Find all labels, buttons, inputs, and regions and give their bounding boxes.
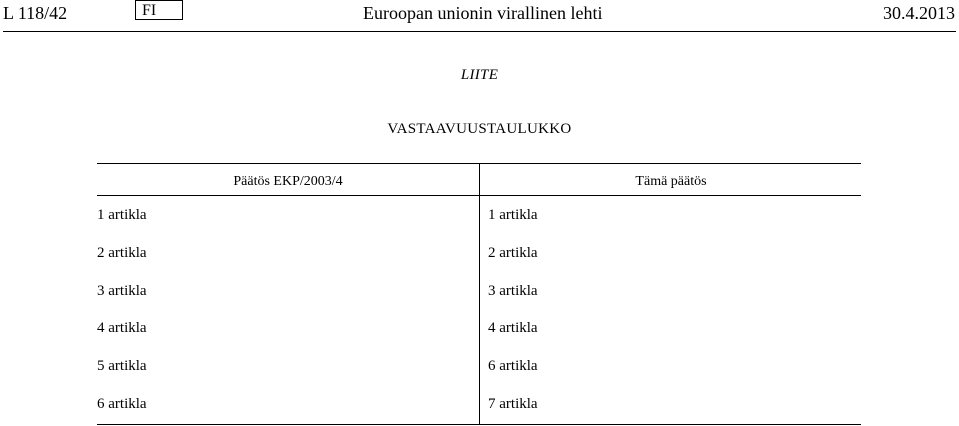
table-cell-new: 7 artikla [488, 395, 538, 412]
page-reference: L 118/42 [3, 3, 68, 23]
table-row [97, 347, 861, 385]
table-cell-new: 3 artikla [488, 282, 538, 299]
table-cell-new: 6 artikla [488, 358, 538, 375]
journal-title: Euroopan unionin virallinen lehti [363, 3, 603, 23]
table-cell-old: 6 artikla [97, 395, 147, 412]
table-body [97, 196, 861, 423]
table-row [97, 234, 861, 272]
correlation-table [97, 163, 861, 425]
table-row [97, 272, 861, 310]
table-cell-new: 1 artikla [488, 207, 538, 223]
column-header-old-decision: Päätös EKP/2003/4 [233, 174, 343, 189]
language-badge: FI [135, 0, 183, 20]
table-row [97, 196, 861, 234]
annex-label: LIITE [460, 67, 499, 83]
header-divider [3, 31, 956, 32]
table-cell-old: 5 artikla [97, 358, 147, 375]
table-cell-new: 4 artikla [488, 320, 538, 337]
table-cell-old: 2 artikla [97, 244, 147, 261]
table-title: VASTAAVUUSTAULUKKO [387, 121, 572, 137]
page-header [0, 0, 959, 32]
table-cell-old: 1 artikla [97, 207, 147, 223]
publication-date: 30.4.2013 [883, 3, 955, 23]
column-header-this-decision: Tämä päätös [635, 174, 707, 189]
table-cell-new: 2 artikla [488, 244, 538, 261]
table-cell-old: 4 artikla [97, 320, 147, 337]
table-row [97, 385, 861, 423]
table-cell-old: 3 artikla [97, 282, 147, 299]
table-row [97, 309, 861, 347]
